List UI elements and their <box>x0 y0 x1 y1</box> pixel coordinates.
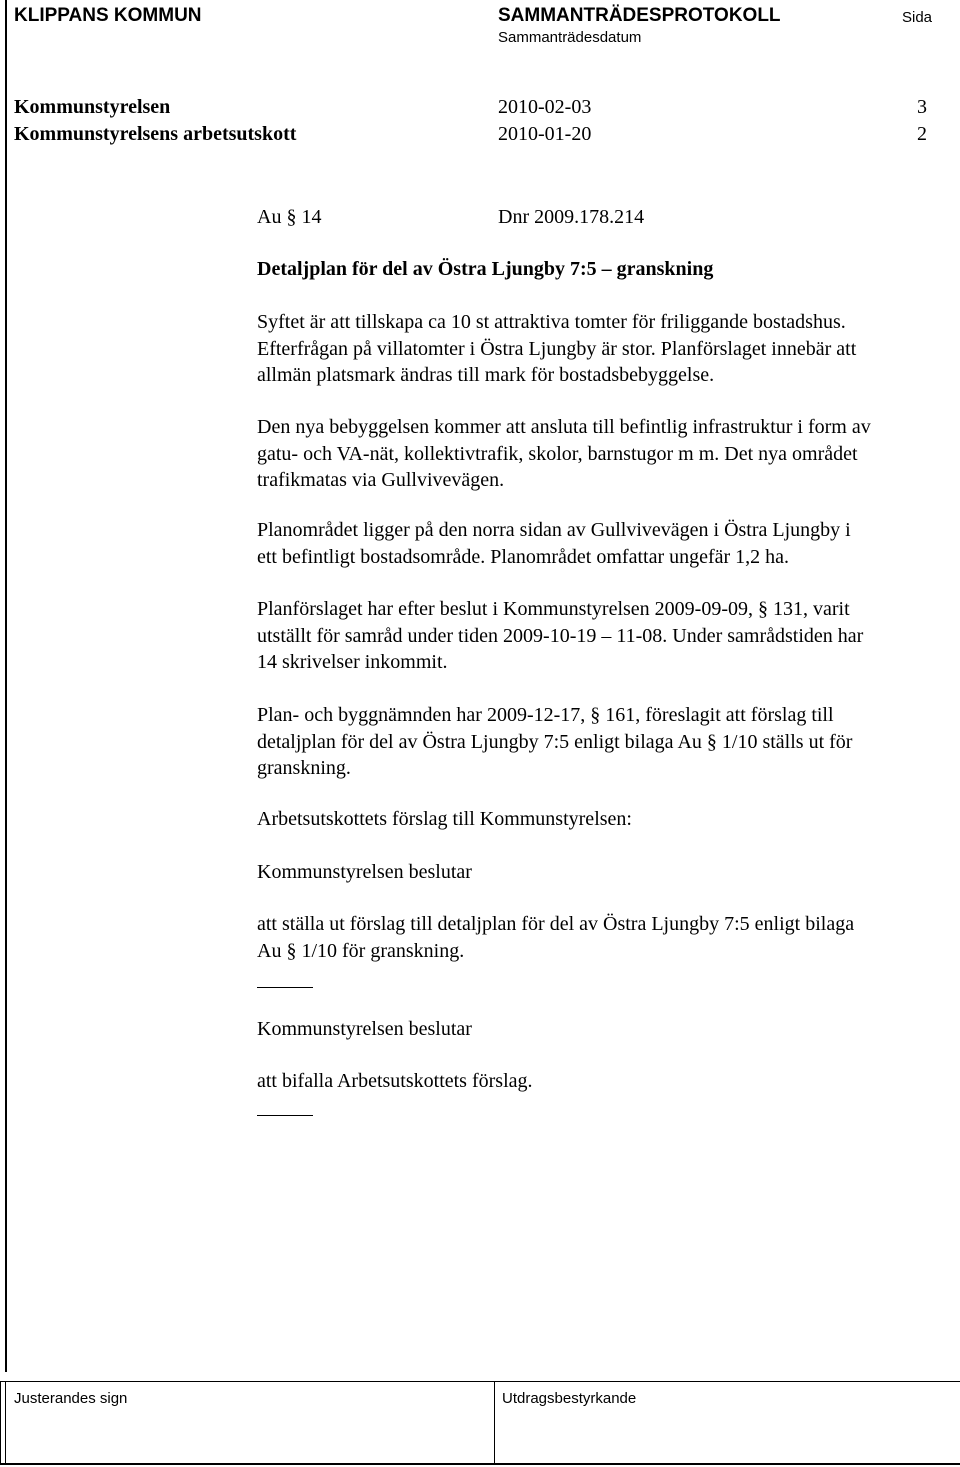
case-title: Detaljplan för del av Östra Ljungby 7:5 – granskning <box>257 258 714 280</box>
section-sign-icon: § <box>758 598 768 620</box>
au-prefix: Au <box>257 206 282 228</box>
text-line: gatu- och VA-nät, kollektivtrafik, skolor, barnstugor m m. Det nya området <box>257 442 858 465</box>
decides-heading-1: Kommunstyrelsen beslutar <box>257 861 472 883</box>
text-fragment: 1/10 för granskning. <box>301 939 465 962</box>
footer-sign-label: Justerandes sign <box>14 1390 128 1407</box>
text-fragment: 161, föreslagit att förslag till <box>605 704 834 726</box>
section-sign-icon: § <box>706 730 717 753</box>
protocol-title: SAMMANTRÄDESPROTOKOLL <box>498 5 781 26</box>
section-sign-icon: § <box>286 939 297 962</box>
text-line: ett befintligt bostadsområde. Planområdet omfattar ungefär 1,2 ha. <box>257 545 790 568</box>
paragraph-committee-proposal <box>257 702 852 782</box>
paragraph-consultation <box>257 596 863 676</box>
decision-2: att bifalla Arbetsutskottets förslag. <box>257 1070 533 1092</box>
text-fragment: 131, varit <box>773 598 850 620</box>
footer-certify-label: Utdragsbestyrkande <box>502 1390 637 1407</box>
body-name-1: Kommunstyrelsen <box>14 96 171 118</box>
text-line <box>257 596 863 623</box>
text-line <box>257 702 852 729</box>
paragraph-purpose <box>257 309 856 389</box>
text-line: 14 skrivelser inkommit. <box>257 651 448 673</box>
text-line: allmän platsmark ändras till mark för bostadsbebyggelse. <box>257 364 715 386</box>
left-margin-rule <box>5 0 7 1372</box>
text-line: Syftet är att tillskapa ca 10 st attraktiva tomter för friliggande bostadshus. <box>257 311 846 333</box>
proposal-heading: Arbetsutskottets förslag till Kommunstyrelsen: <box>257 808 632 830</box>
text-fragment: Au <box>257 939 282 962</box>
text-line: utställt för samråd under tiden 2009-10-19 – 11-08. Under samrådstiden har <box>257 624 864 647</box>
separator-line <box>257 1115 313 1116</box>
footer-bottom-rule <box>0 1463 960 1465</box>
text-fragment: detaljplan för del av Östra Ljungby 7:5 enligt bilaga Au <box>257 730 702 753</box>
decision-1 <box>257 911 854 964</box>
body-name-2: Kommunstyrelsens arbetsutskott <box>14 123 297 145</box>
separator-line <box>257 987 313 988</box>
text-line <box>257 938 854 965</box>
text-line <box>257 729 852 756</box>
text-fragment: Planförslaget har efter beslut i Kommunstyrelsen 2009-09-09, <box>257 598 753 620</box>
case-dnr: Dnr 2009.178.214 <box>498 206 645 228</box>
section-sign-icon: § <box>286 206 297 228</box>
body-date-2: 2010-01-20 <box>498 123 592 145</box>
meeting-date-label: Sammanträdesdatum <box>498 29 642 46</box>
text-line: Efterfrågan på villatomter i Östra Ljungby är stor. Planförslaget innebär att <box>257 337 857 360</box>
body-page-2: 2 <box>917 123 927 145</box>
body-date-1: 2010-02-03 <box>498 96 592 118</box>
text-line: Planområdet ligger på den norra sidan av Gullvivevägen i Östra Ljungby i <box>257 519 851 541</box>
text-line: granskning. <box>257 757 351 779</box>
paragraph-infrastructure <box>257 414 871 494</box>
text-line: Den nya bebyggelsen kommer att ansluta till befintlig infrastruktur i form av <box>257 416 871 438</box>
section-number: 14 <box>301 206 322 228</box>
decides-heading-2: Kommunstyrelsen beslutar <box>257 1018 472 1040</box>
paragraph-plan-area <box>257 517 851 570</box>
text-line: att ställa ut förslag till detaljplan för del av Östra Ljungby 7:5 enligt bilaga <box>257 913 855 935</box>
text-fragment: 1/10 ställs ut för <box>721 730 853 753</box>
municipality-name: KLIPPANS KOMMUN <box>14 5 202 26</box>
text-fragment: Plan- och byggnämnden har 2009-12-17, <box>257 704 586 726</box>
page-label: Sida <box>902 9 933 26</box>
section-sign-icon: § <box>590 704 601 726</box>
case-section <box>257 204 321 231</box>
body-page-1: 3 <box>917 96 927 118</box>
text-line: trafikmatas via Gullvivevägen. <box>257 469 505 491</box>
